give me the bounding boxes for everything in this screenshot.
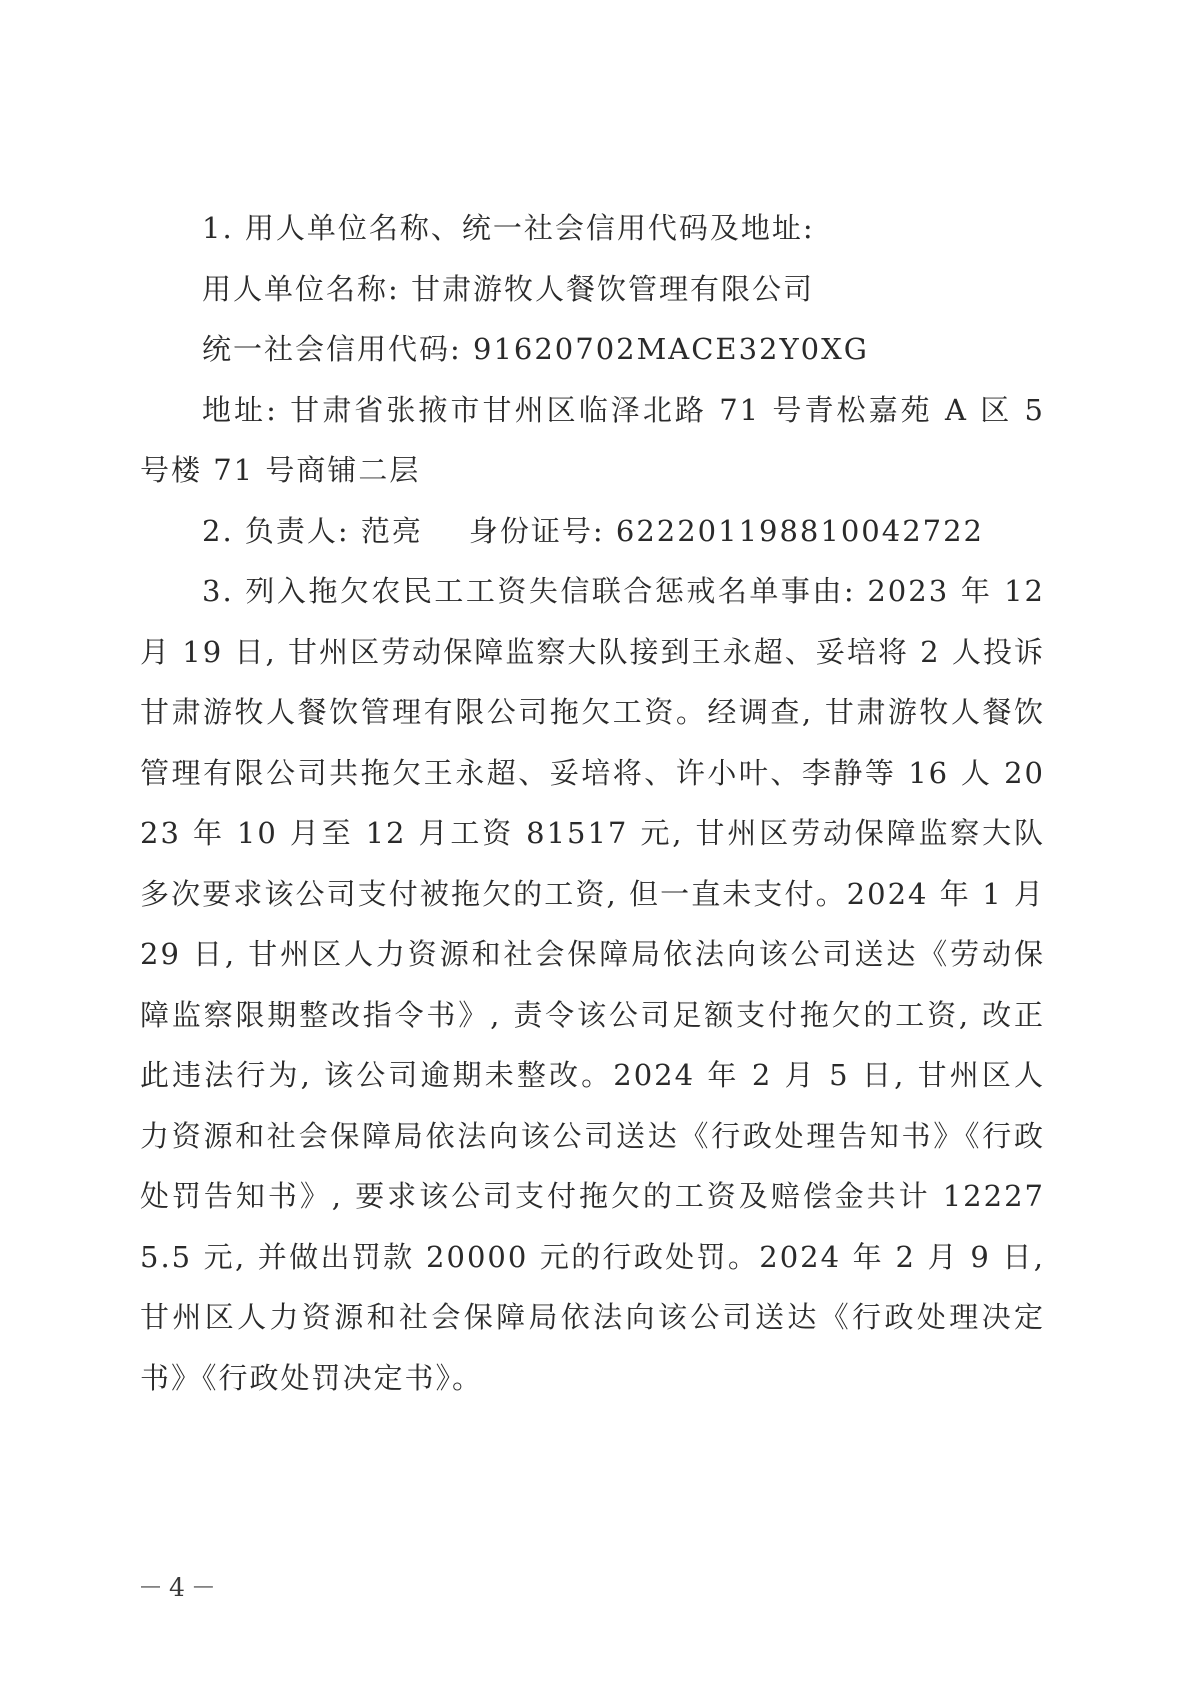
person-in-charge: 2. 负责人: 范亮 [202, 513, 423, 548]
reason-paragraph: 3. 列入拖欠农民工工资失信联合惩戒名单事由: 2023 年 12 月 19 日, 甘州区劳动保障监察大队接到王永超、妥培将 2 人投诉甘肃游牧人餐饮管理有限公司拖欠工资。经调查, 甘肃游牧人餐饮管理有限公司共拖欠王永超、妥培将、许小叶、李静等 16 人 2023 年 10 月至 12 月工资 81517 元, 甘州区劳动保障监察大队多次要求该公司支付被拖欠的工资, 但一直未支付。2024 年 1 月 29 日, 甘州区人力资源和社会保障局依法向该公司送达《劳动保障监察限期整改指令书》, 责令该公司足额支付拖欠的工资, 改正此违法行为, 该公司逾期未整改。2024 年 2 月 5 日, 甘州区人力资源和社会保障局依法向该公司送达《行政处理告知书》《行政处罚告知书》, 要求该公司支付拖欠的工资及赔偿金共计 122275.5 元, 并做出罚款 20000 元的行政处罚。2024 年 2 月 9 日, 甘州区人力资源和社会保障局依法向该公司送达《行政处理决定书》《行政处罚决定书》。 [140, 574, 1045, 1395]
document-body [140, 198, 1045, 1408]
page-number: －4－ [138, 1573, 222, 1602]
company-name-line: 用人单位名称: 甘肃游牧人餐饮管理有限公司 [202, 271, 814, 306]
person-line [140, 501, 1045, 562]
address-line: 地址: 甘肃省张掖市甘州区临泽北路 71 号青松嘉苑 A 区 5 号楼 71 号商铺二层 [140, 392, 1045, 487]
credit-code-line: 统一社会信用代码: 91620702MACE32Y0XG [202, 332, 869, 366]
id-number: 身份证号: 622201198810042722 [468, 513, 984, 548]
item1-heading: 1. 用人单位名称、统一社会信用代码及地址: [202, 211, 815, 245]
